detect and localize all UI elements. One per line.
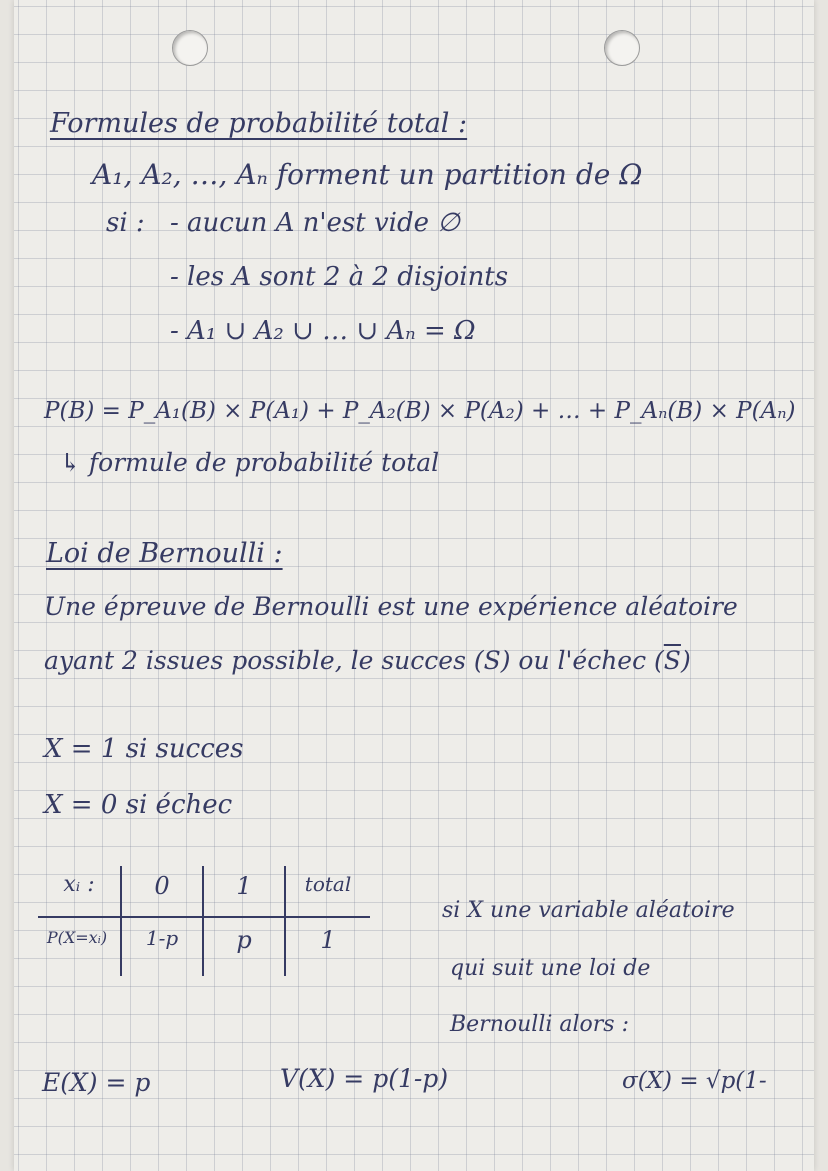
heading-total-probability: Formules de probabilité total :: [50, 108, 468, 139]
definition-line-1: Une épreuve de Bernoulli est une expérience aléatoire: [44, 592, 738, 621]
condition-union: - A₁ ∪ A₂ ∪ … ∪ Aₙ = Ω: [170, 316, 476, 346]
punch-hole-left: [172, 30, 208, 66]
formula-note: ↳ formule de probabilité total: [60, 448, 440, 477]
side-note-line-3: Bernoulli alors :: [450, 1012, 629, 1037]
table-prob-1: p: [236, 926, 252, 954]
table-header-0: 0: [154, 872, 170, 900]
total-probability-formula: P(B) = P_A₁(B) × P(A₁) + P_A₂(B) × P(A₂) + … + P_Aₙ(B) × P(Aₙ): [44, 398, 796, 424]
table-header-rule: [38, 916, 370, 918]
punch-hole-right: [604, 30, 640, 66]
x-equals-1: X = 1 si succes: [44, 734, 244, 764]
bernoulli-table: [38, 858, 370, 978]
si-label: si :: [106, 208, 145, 238]
std-dev-formula: σ(X) = √p(1-: [622, 1068, 767, 1094]
definition-line-2-end: ): [680, 646, 691, 675]
expectation-formula: E(X) = p: [42, 1068, 151, 1097]
table-header-total: total: [304, 872, 352, 896]
failure-symbol: $\overline{S}$: [663, 646, 681, 675]
table-prob-0: 1-p: [145, 926, 179, 950]
definition-line-2: [44, 646, 691, 675]
table-header-1: 1: [236, 872, 252, 900]
condition-not-empty: - aucun A n'est vide ∅: [170, 208, 460, 238]
heading-bernoulli: Loi de Bernoulli :: [46, 538, 283, 569]
table-prob-total: 1: [320, 926, 336, 954]
table-prob-label: P(X=xᵢ): [46, 928, 108, 947]
definition-line-2-text: ayant 2 issues possible, le succes (S) ou l'échec (: [44, 646, 664, 675]
variance-formula: V(X) = p(1-p): [280, 1064, 449, 1093]
condition-disjoint: - les A sont 2 à 2 disjoints: [170, 262, 509, 292]
side-note-line-2: qui suit une loi de: [450, 956, 651, 981]
table-header-x: xᵢ :: [63, 872, 95, 897]
side-note-line-1: si X une variable aléatoire: [442, 898, 735, 923]
partition-statement: A₁, A₂, …, Aₙ forment un partition de Ω: [92, 158, 643, 191]
x-equals-0: X = 0 si échec: [44, 790, 233, 820]
